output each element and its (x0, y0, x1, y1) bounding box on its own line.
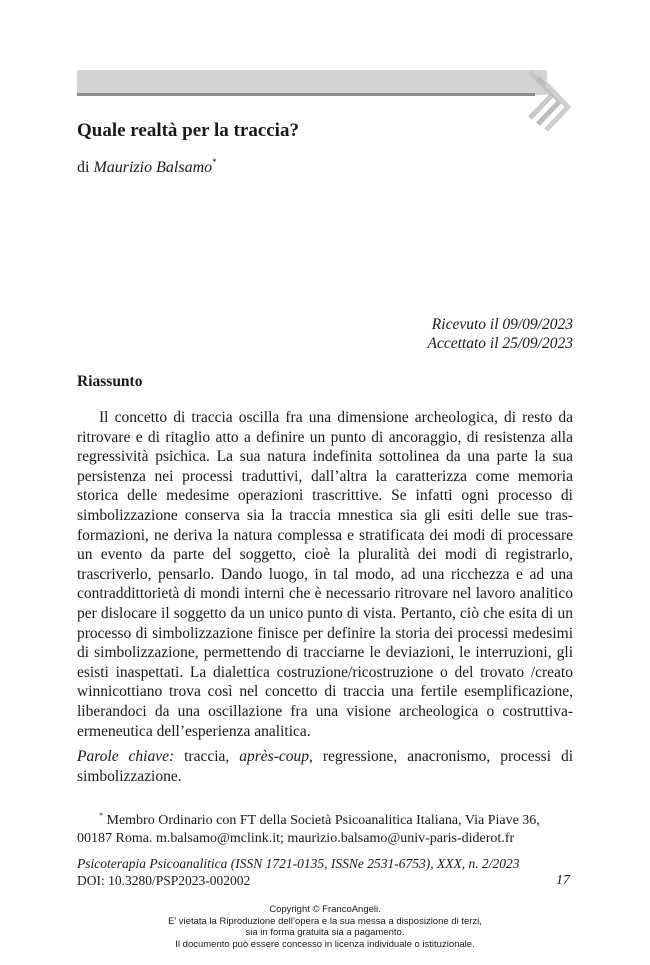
journal-citation: Psicoterapia Psicoanalitica (ISSN 1721-0135, ISSNe 2531-6753), XXX, n. 2/2023 (77, 856, 520, 871)
submission-dates (427, 315, 573, 353)
copyright-notice (0, 904, 650, 950)
accepted-date: Accettato il 25/09/2023 (427, 335, 573, 352)
keyword-1: traccia, (184, 748, 230, 765)
author-line (77, 159, 217, 177)
footnote-mark: * (99, 811, 103, 820)
doi: DOI: 10.3280/PSP2023-002002 (77, 873, 251, 888)
author-footnote (77, 812, 573, 848)
copyright-line-1: Copyright © FrancoAngeli. (269, 904, 381, 915)
author-footnote-mark: * (212, 157, 217, 167)
received-date: Ricevuto il 09/09/2023 (431, 316, 573, 333)
abstract-heading: Riassunto (77, 373, 143, 390)
keyword-2: après-coup (239, 748, 309, 765)
author-prefix: di (77, 159, 90, 176)
header-band (77, 70, 547, 95)
copyright-line-2: E’ vietata la Riproduzione dell’opera e la sua messa a disposizione di terzi, (168, 915, 482, 927)
page-number: 17 (556, 873, 570, 888)
keywords (77, 747, 573, 786)
author-name: Maurizio Balsamo (93, 159, 213, 176)
chevron-arrows-icon (528, 68, 574, 138)
keyword-rest: , regressione, anacronismo, processi di simbolizzazione. (77, 748, 574, 785)
footnote-text: Membro Ordinario con FT della Società Psicoanalitica Italiana, Via Piave 36, 00187 Roma. m.balsamo@mclink.it; maurizio.balsamo@univ-paris-diderot.fr (77, 813, 540, 846)
copyright-line-3: sia in forma gratuita sia a pagamento. (245, 927, 405, 938)
article-title: Quale realtà per la traccia? (77, 120, 299, 141)
abstract-text: Il concetto di traccia oscilla fra una dimensione archeologica, di resto da ritrovare e di ritaglio atto a definire un punto di ancoraggio, di resistenza alla regressività psichica. La sua natura indefinita sottolinea da una parte la sua persistenza nei processi traduttivi, dall’altra la caratterizza come memoria storica delle medesime operazioni trascrittive. Se infatti ogni processo di simbolizzazione conserva sia la traccia mnestica sia gli esiti delle sue trasformazioni, ne deriva la natura complessa e stratificata dei modi di processare un evento da parte del soggetto, cioè la pluralità dei modi di registrarlo, trascriverlo, pensarlo. Dando luogo, in tal modo, ad una ricchezza e ad una contraddittorietà di mondi interni che è necessario ritrovare nel lavoro analitico per dislocare il soggetto da un unico punto di vista. Pertanto, ciò che esita di un processo di simbolizzazione finisce per definire la storia dei processi medesimi di simbolizzazione, permettendo di tracciarne le deviazioni, le interruzioni, gli esisti inaspettati. La dialettica costruzione/ricostruzione o del trovato /creato winnicottiano trova così nel concetto di traccia una fertile esemplificazione, liberandoci da una oscillazione fra una visione archeologica o costruttiva-ermeneutica dell’esperienza analitica. (77, 409, 573, 740)
keywords-label: Parole chiave: (77, 748, 175, 765)
header-rule (77, 93, 535, 96)
copyright-line-4: Il documento può essere concesso in licenza individuale o istituzionale. (175, 938, 475, 950)
